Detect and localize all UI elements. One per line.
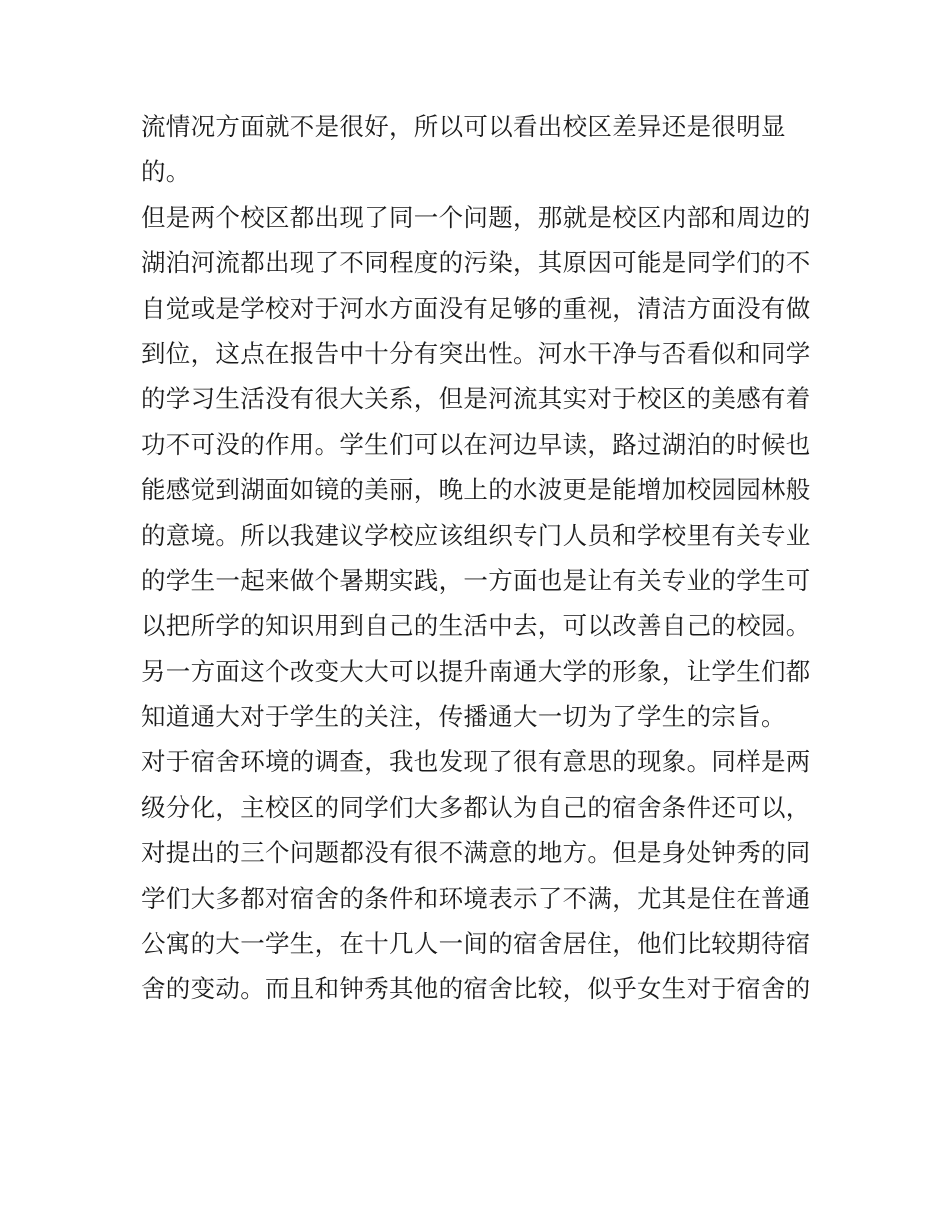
text-line: 以把所学的知识用到自己的生活中去，可以改善自己的校园。 [141,611,811,641]
text-line: 公寓的大一学生，在十几人一间的宿舍居住，他们比较期待宿 [141,929,811,959]
text-line: 自觉或是学校对于河水方面没有足够的重视，清洁方面没有做 [141,293,811,323]
text-line: 功不可没的作用。学生们可以在河边早读，路过湖泊的时候也 [141,429,811,459]
text-line: 的。 [141,157,191,187]
text-line: 但是两个校区都出现了同一个问题，那就是校区内部和周边的 [141,202,811,232]
text-line: 的学生一起来做个暑期实践，一方面也是让有关专业的学生可 [141,565,811,595]
text-line: 舍的变动。而且和钟秀其他的宿舍比较，似乎女生对于宿舍的 [141,974,811,1004]
text-line: 的意境。所以我建议学校应该组织专门人员和学校里有关专业 [141,520,811,550]
text-line: 对提出的三个问题都没有很不满意的地方。但是身处钟秀的同 [141,838,811,868]
text-line: 能感觉到湖面如镜的美丽，晚上的水波更是能增加校园园林般 [141,475,811,505]
text-line: 的学习生活没有很大关系，但是河流其实对于校区的美感有着 [141,384,811,414]
text-line: 湖泊河流都出现了不同程度的污染，其原因可能是同学们的不 [141,248,811,278]
text-line: 另一方面这个改变大大可以提升南通大学的形象，让学生们都 [141,656,811,686]
body-text [141,104,821,1012]
text-line: 到位，这点在报告中十分有突出性。河水干净与否看似和同学 [141,338,811,368]
text-line: 知道通大对于学生的关注，传播通大一切为了学生的宗旨。 [141,702,786,732]
text-line: 级分化，主校区的同学们大多都认为自己的宿舍条件还可以， [141,792,811,822]
text-line: 对于宿舍环境的调查，我也发现了很有意思的现象。同样是两 [141,747,811,777]
text-line: 流情况方面就不是很好，所以可以看出校区差异还是很明显 [141,112,786,141]
text-line: 学们大多都对宿舍的条件和环境表示了不满，尤其是住在普通 [141,883,811,913]
